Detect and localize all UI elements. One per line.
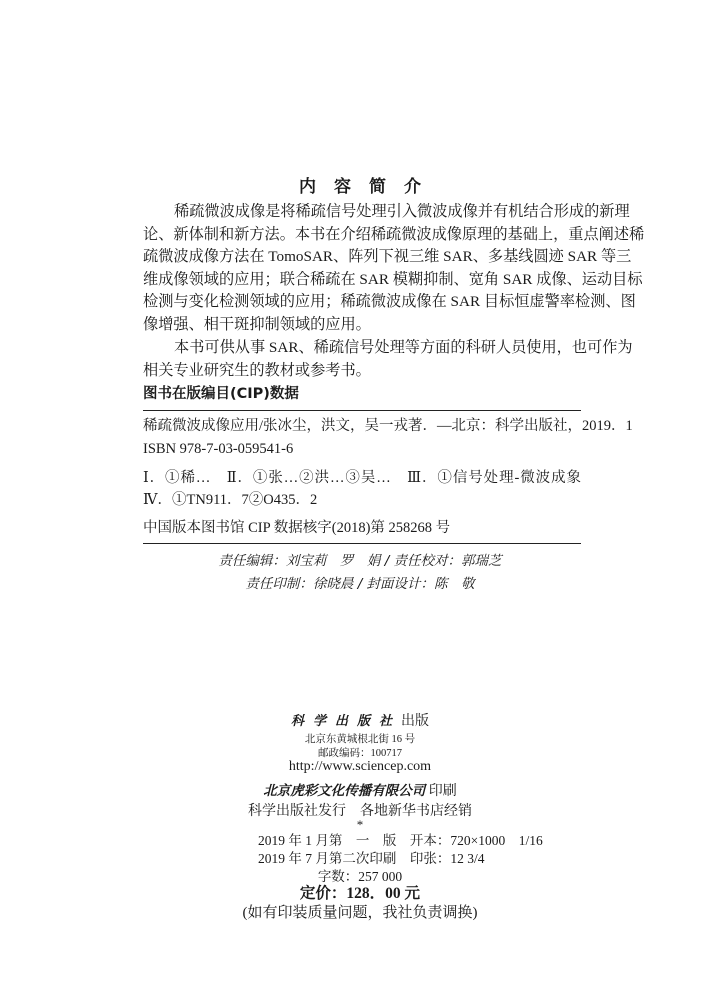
cip-classification-2: Ⅳ．①TN911．7②O435．2 <box>143 492 318 508</box>
publisher-url: http://www.sciencep.com <box>288 759 432 774</box>
summary-line: 检测与变化检测领域的应用；稀疏微波成像在 SAR 目标恒虚警率检测、图 <box>143 293 636 311</box>
distribution-line: 科学出版社发行 各地新华书店经销 <box>248 804 472 819</box>
printer-suffix: 印刷 <box>428 784 457 799</box>
cip-top-rule <box>143 410 581 411</box>
summary-line: 像增强、相干斑抑制领域的应用。 <box>143 315 371 333</box>
publisher-address: 北京东黄城根北街 16 号 <box>304 734 416 745</box>
printer-line <box>0 779 720 800</box>
publisher-line <box>0 710 720 730</box>
summary-line: 本书可供从事 SAR、稀疏信号处理等方面的科研人员使用，也可作为 <box>174 339 633 356</box>
publisher-suffix: 出版 <box>401 714 429 729</box>
publisher-name: 科学出版社 <box>290 714 401 729</box>
printer-name: 北京虎彩文化传播有限公司 <box>263 783 426 799</box>
edition-line: 2019 年 1 月第 一 版 开本：720×1000 1/16 <box>258 833 543 848</box>
summary-line: 维成像领域的应用；联合稀疏在 SAR 模糊抑制、宽角 SAR 成像、运动目标 <box>143 270 643 288</box>
cip-verification-number: 中国版本图书馆 CIP 数据核字(2018)第 258268 号 <box>143 520 451 536</box>
cip-classification-1: Ⅰ．①稀… Ⅱ．①张…②洪…③吴… Ⅲ．①信号处理-微波成象 <box>143 470 581 486</box>
summary-line: 疏微波成像方法在 TomoSAR、阵列下视三维 SAR、多基线圆迹 SAR 等三 <box>143 248 632 266</box>
summary-line: 相关专业研究生的教材或参考书。 <box>143 361 371 379</box>
publisher-postcode: 邮政编码：100717 <box>318 748 402 759</box>
summary-paragraph-2 <box>143 337 633 382</box>
summary-line: 论、新体制和新方法。本书在介绍稀疏微波成像原理的基础上，重点阐述稀 <box>143 225 645 243</box>
printing-line: 2019 年 7 月第二次印刷 印张：12 3/4 <box>258 851 485 866</box>
cip-record-line: 稀疏微波成像应用/张冰尘，洪文，吴一戎著．—北京：科学出版社，2019．1 <box>143 418 633 434</box>
price: 定价：128．00 元 <box>299 885 421 902</box>
separator-star: * <box>356 817 364 832</box>
cip-isbn: ISBN 978-7-03-059541-6 <box>143 441 294 457</box>
page-title: 内容简介 <box>299 177 439 197</box>
summary-paragraph-1 <box>143 201 645 337</box>
cip-heading: 图书在版编目(CIP)数据 <box>143 386 299 402</box>
summary-line: 稀疏微波成像是将稀疏信号处理引入微波成像并有机结合形成的新理 <box>174 203 630 220</box>
word-count: 字数：257 000 <box>317 869 403 884</box>
cip-bottom-rule <box>143 543 581 544</box>
credits-line-2: 责任印制：徐晓晨 / 封面设计：陈 敬 <box>245 576 475 592</box>
credits-line-1: 责任编辑：刘宝莉 罗 娟 / 责任校对：郭瑞芝 <box>218 553 502 569</box>
quality-notice: (如有印装质量问题，我社负责调换) <box>242 905 478 921</box>
